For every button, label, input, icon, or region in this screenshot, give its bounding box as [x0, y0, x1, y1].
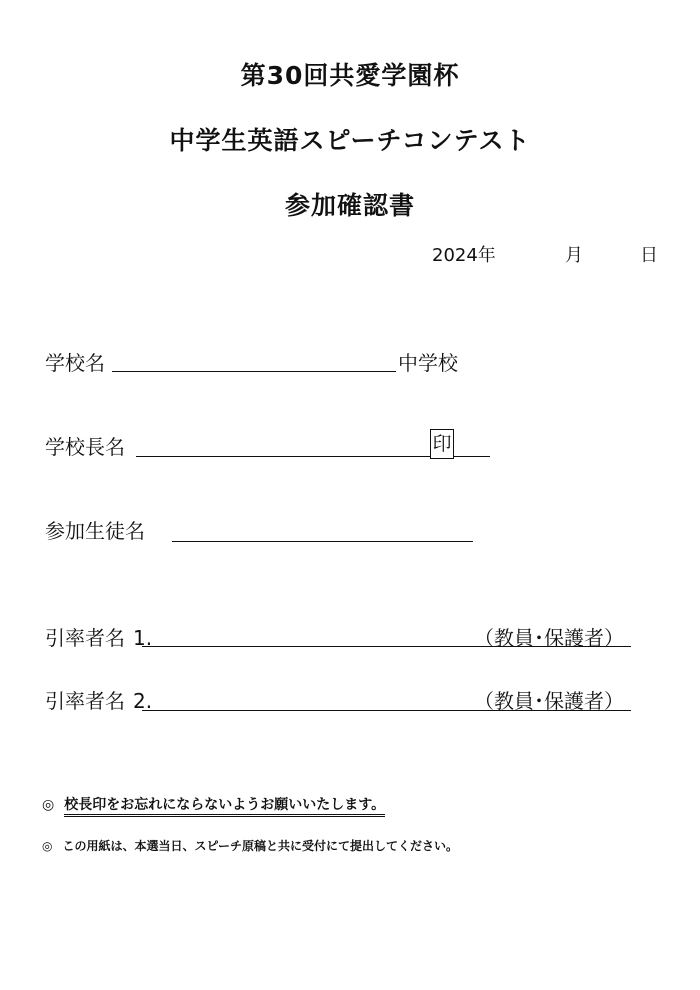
date-day: 日: [640, 245, 658, 266]
school-name-suffix: 中学校: [398, 351, 458, 375]
chaperone-1-role: （教員･保護者）: [474, 626, 624, 650]
note-submission: [42, 837, 458, 854]
date-year: 2024年: [432, 245, 496, 266]
chaperone-2-role: （教員･保護者）: [474, 689, 624, 713]
title-contest-name: 第30回共愛学園杯: [240, 61, 460, 90]
note-submission-text: この用紙は、本選当日、スピーチ原稿と共に受付にて提出してください。: [62, 839, 459, 853]
chaperone-2-label: [45, 685, 152, 714]
note-seal-text: 校長印をお忘れにならないようお願いいたします。: [64, 797, 385, 817]
double-circle-icon: ◎: [42, 839, 53, 853]
chaperone-1-number: 1.: [133, 626, 153, 650]
school-name-label: 学校名: [45, 351, 105, 375]
seal-box: 印: [430, 429, 454, 459]
double-circle-icon: ◎: [42, 797, 55, 813]
chaperone-2-number: 2.: [133, 689, 153, 713]
date-month: 月: [565, 245, 583, 266]
title-document-type: 参加確認書: [284, 191, 415, 220]
principal-name-label: 学校長名: [45, 435, 125, 459]
title-contest-subtitle: 中学生英語スピーチコンテスト: [169, 126, 531, 155]
chaperone-1-label: [45, 622, 152, 651]
chaperone-label-text: 引率者名: [45, 689, 125, 713]
note-seal-reminder: [42, 794, 385, 814]
student-name-label: 参加生徒名: [45, 519, 145, 543]
school-name-field[interactable]: [112, 371, 396, 372]
chaperone-label-text: 引率者名: [45, 626, 125, 650]
student-name-field[interactable]: [172, 541, 473, 542]
